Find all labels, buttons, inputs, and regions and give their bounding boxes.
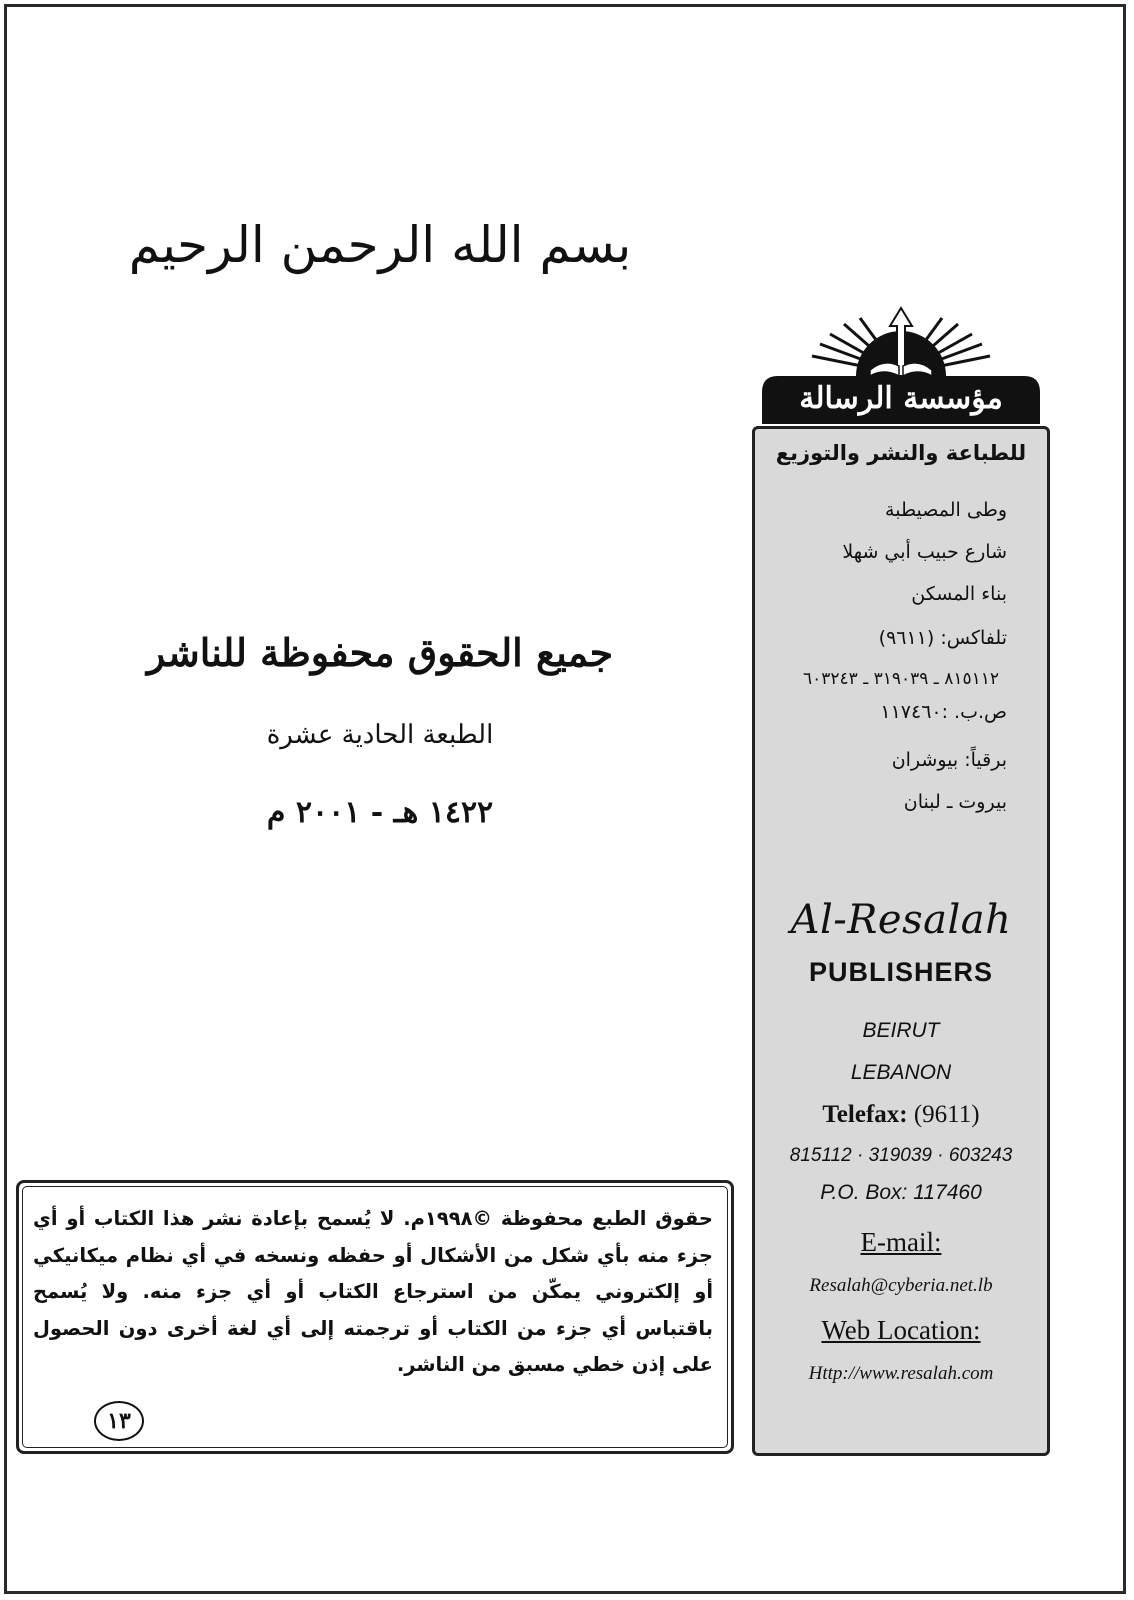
email-label: E-mail: (860, 1227, 942, 1257)
publisher-info-card (752, 426, 1050, 1456)
address-street: شارع حبيب أبي شهلا (842, 541, 1007, 563)
copyright-notice-box (16, 1180, 734, 1454)
rights-reserved-title: جميع الحقوق محفوظة للناشر (146, 630, 614, 675)
publisher-logo-name: مؤسسة الرسالة (799, 381, 1003, 416)
address-district: وطى المصيطبة (885, 499, 1007, 521)
publication-year: ١٤٢٢ هـ - ٢٠٠١ م (266, 795, 494, 830)
cable-address-arabic: برقياً: بيوشران (891, 749, 1007, 771)
copyright-notice-text: حقوق الطبع محفوظة ©١٩٩٨م. لا يُسمح بإعادة نشر هذا الكتاب أو أي جزء منه بأي شكل من الأشكال أو حفظه ونسخه في أي نظام ميكانيكي أو إلكتروني يمكّن من استرجاع الكتاب أو أي جزء منه. ولا يُسمح باقتباس أي جزء من الكتاب أو ترجمته إلى أي لغة أخرى دون الحصول على إذن خطي مسبق من الناشر. (33, 1207, 713, 1376)
publisher-logo (760, 304, 1042, 424)
telefax-label: Telefax: (822, 1101, 908, 1128)
edition-label: الطبعة الحادية عشرة (266, 720, 494, 750)
publisher-panel (752, 304, 1050, 1464)
country-english: LEBANON (850, 1061, 952, 1084)
pobox-arabic: ص.ب. :١١٧٤٦٠ (880, 701, 1007, 723)
telefax-code: (9611) (913, 1101, 980, 1128)
pobox-english: P.O. Box: 117460 (820, 1181, 982, 1204)
brand-name-english: Al-Resalah (790, 897, 1012, 943)
address-building: بناء المسكن (911, 583, 1007, 605)
web-address: Http://www.resalah.com (808, 1363, 994, 1384)
phones-english: 815112 · 319039 · 603243 (789, 1145, 1013, 1166)
phones-arabic: ٨١٥١١٢ ـ ٣١٩٠٣٩ ـ ٦٠٣٢٤٣ (803, 669, 999, 689)
publishers-label: PUBLISHERS (808, 957, 994, 987)
page-number: ١٣ (94, 1401, 144, 1441)
email-address: Resalah@cyberia.net.lb (809, 1275, 993, 1296)
city-arabic: بيروت ـ لبنان (903, 791, 1007, 813)
basmala-calligraphy: بسم الله الرحمن الرحيم (128, 216, 632, 274)
publisher-tagline: للطباعة والنشر والتوزيع (775, 441, 1027, 465)
city-english: BEIRUT (862, 1019, 940, 1042)
telefax-arabic: تلفاكس: (٩٦١١) (878, 627, 1007, 649)
telefax-english (755, 1101, 1047, 1129)
web-location-label: Web Location: (821, 1315, 981, 1345)
